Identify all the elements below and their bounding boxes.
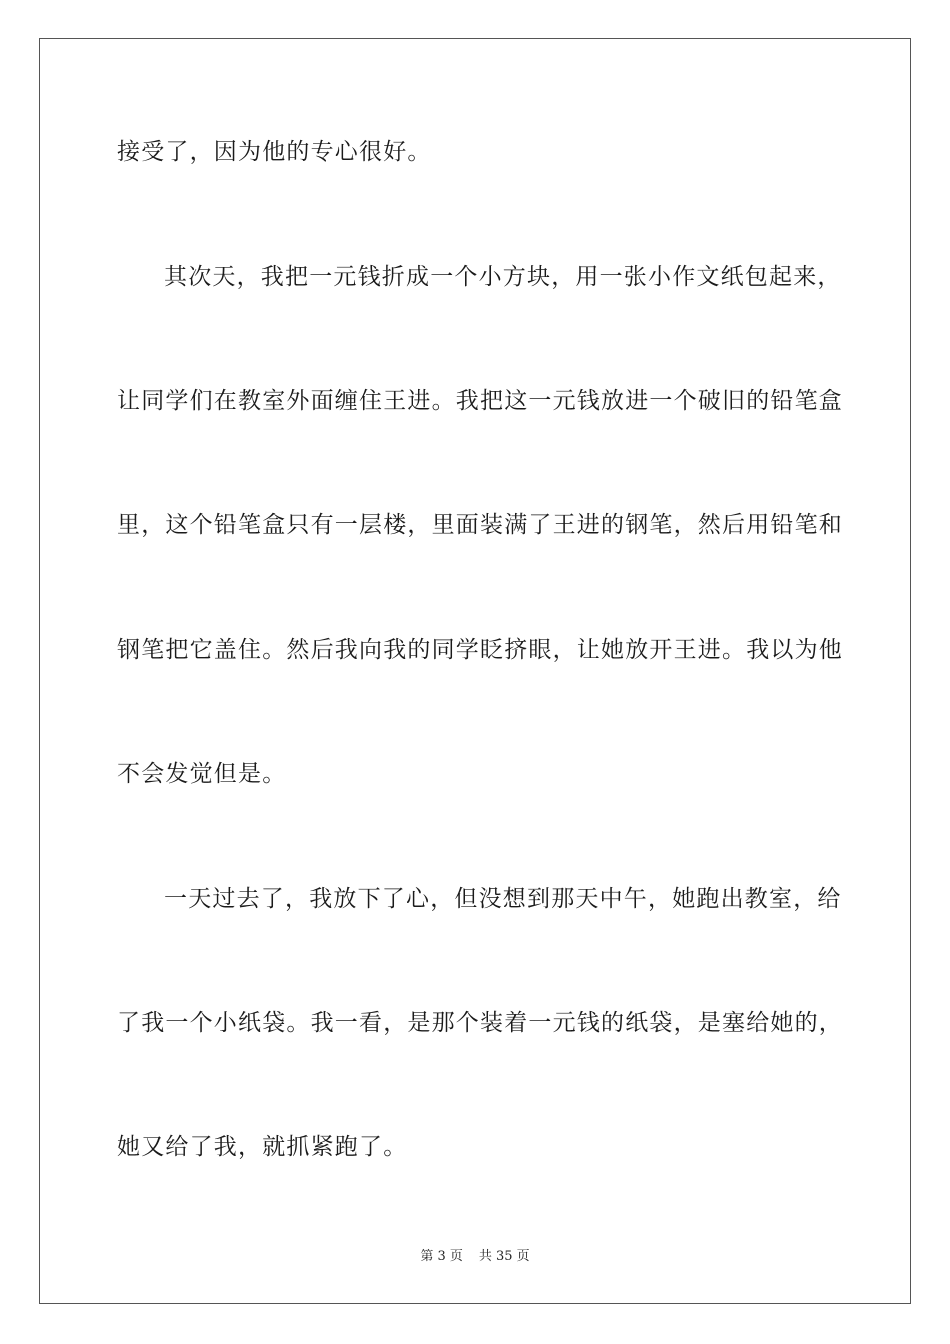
text-line: 她又给了我，就抓紧跑了。 [117,1134,408,1160]
page-border [39,38,911,1304]
text-line: 里，这个铅笔盒只有一层楼，里面装满了王进的钢笔，然后用铅笔和 [117,512,843,538]
text-line: 接受了，因为他的专心很好。 [117,139,432,165]
text-line: 不会发觉但是。 [117,761,287,787]
text-line: 了我一个小纸袋。我一看，是那个装着一元钱的纸袋，是塞给她的， [117,1010,843,1036]
page-footer [0,1248,950,1266]
page-number: 第 3 页 [420,1249,463,1264]
paragraph-start-line: 一天过去了，我放下了心，但没想到那天中午，她跑出教室，给 [164,886,842,912]
text-line: 让同学们在教室外面缠住王进。我把这一元钱放进一个破旧的铅笔盒 [117,388,843,414]
page-total: 共 35 页 [478,1249,530,1264]
paragraph-start-line: 其次天，我把一元钱折成一个小方块，用一张小作文纸包起来， [164,264,842,290]
text-line: 钢笔把它盖住。然后我向我的同学眨挤眼，让她放开王进。我以为他 [117,637,843,663]
